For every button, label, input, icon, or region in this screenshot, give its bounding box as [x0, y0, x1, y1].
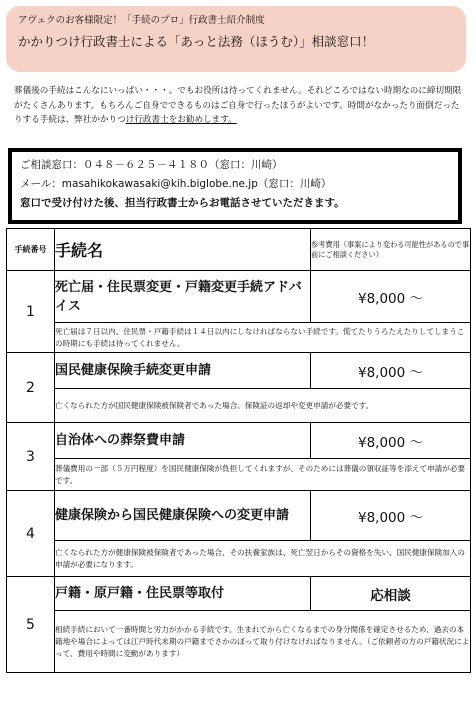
- procedure-name: 国民健康保険手続変更申請: [55, 353, 311, 389]
- table-row: [7, 271, 471, 323]
- procedure-description: 死亡届は７日以内、住民票・戸籍手続は１４日以内にしなければならない手続です。慌てたりうろたえたりしてしまうこの時期にも手続は待ってくれません。: [55, 323, 471, 353]
- procedure-description: 亡くなられた方が国民健康保険被保険者であった場合、保険証の返却や変更申請が必要です。: [55, 389, 471, 423]
- procedure-price: ¥8,000 ～: [311, 491, 471, 541]
- procedure-name: 死亡届・住民票変更・戸籍変更手続アドバイス: [55, 271, 311, 323]
- contact-box: [8, 148, 462, 224]
- procedure-name: 自治体への葬祭費申請: [55, 423, 311, 459]
- header-procedure-name: 手続名: [55, 229, 311, 271]
- procedure-description: 葬儀費用の一部（５万円程度）を国民健康保険が負担してくれますが、そのためには葬儀の領収証等を添えて申請が必要です。: [55, 459, 471, 491]
- header-procedure-number: 手続番号: [7, 229, 55, 271]
- procedure-description: 相続手続において一番時間と労力がかかる手続です。生まれてから亡くなるまでの身分関係を確定させるため、過去の本籍地や場合によっては江戸時代末期の戸籍までさかのぼって取り付けなければなりません。（ご依頼者の方の戸籍状況によって、費用や時間に変動があります）: [55, 611, 471, 673]
- table-row-description: [7, 459, 471, 491]
- table-row-description: [7, 541, 471, 577]
- procedure-price: ¥8,000 ～: [311, 423, 471, 459]
- header-banner: [6, 6, 466, 72]
- table-header-row: [7, 229, 471, 271]
- table-row: [7, 353, 471, 389]
- contact-note: 窓口で受け付けた後、担当行政書士からお電話させていただきます。: [20, 197, 345, 209]
- procedure-name: 戸籍・原戸籍・住民票等取付: [55, 577, 311, 611]
- contact-email[interactable]: メール：masahikokawasaki@kih.biglobe.ne.jp（窓口：川崎）: [20, 178, 332, 190]
- intro-paragraph: [14, 84, 466, 128]
- banner-subtitle: アヴェクのお客様限定！「手続のプロ」行政書士紹介制度: [18, 15, 265, 26]
- table-row-description: [7, 323, 471, 353]
- table-row: [7, 577, 471, 611]
- procedure-name: 健康保険から国民健康保険への変更申請: [55, 491, 311, 541]
- contact-phone[interactable]: ご相談窓口：０４８－６２５－４１８０（窓口：川崎）: [20, 159, 283, 171]
- procedure-price: ¥8,000 ～: [311, 353, 471, 389]
- procedure-description: 亡くなられた方が健康保険被保険者であった場合、その扶養家族は、死亡翌日からその資格を失い、国民健康保険加入の申請が必要になります。: [55, 541, 471, 577]
- table-row-description: [7, 389, 471, 423]
- table-row: [7, 423, 471, 459]
- table-row: [7, 491, 471, 541]
- row-number: 3: [7, 423, 55, 491]
- row-number: 4: [7, 491, 55, 577]
- procedure-price: ¥8,000 ～: [311, 271, 471, 323]
- row-number: 1: [7, 271, 55, 353]
- banner-title: かかりつけ行政書士による「あっと法務（ほうむ）」相談窓口！: [18, 34, 375, 49]
- procedure-price: 応相談: [311, 577, 471, 611]
- header-reference-fee: 参考費用（事案により変わる可能性があるので事前にご相談ください）: [311, 229, 471, 271]
- table-row-description: [7, 611, 471, 673]
- procedures-table: [6, 228, 471, 673]
- row-number: 2: [7, 353, 55, 423]
- row-number: 5: [7, 577, 55, 673]
- intro-text: 葬儀後の手続はこんなにいっぱい・・・。でもお役所は待ってくれません。それどころではない時期なのに締切期限がたくさんあります。もちろんご自身でできるものはご自身で行ったほうがよいです。時間がなかったり面倒だったりする手続は、弊社かかりつ: [14, 86, 462, 125]
- intro-highlight: け行政書士をお勧めします。: [125, 115, 237, 125]
